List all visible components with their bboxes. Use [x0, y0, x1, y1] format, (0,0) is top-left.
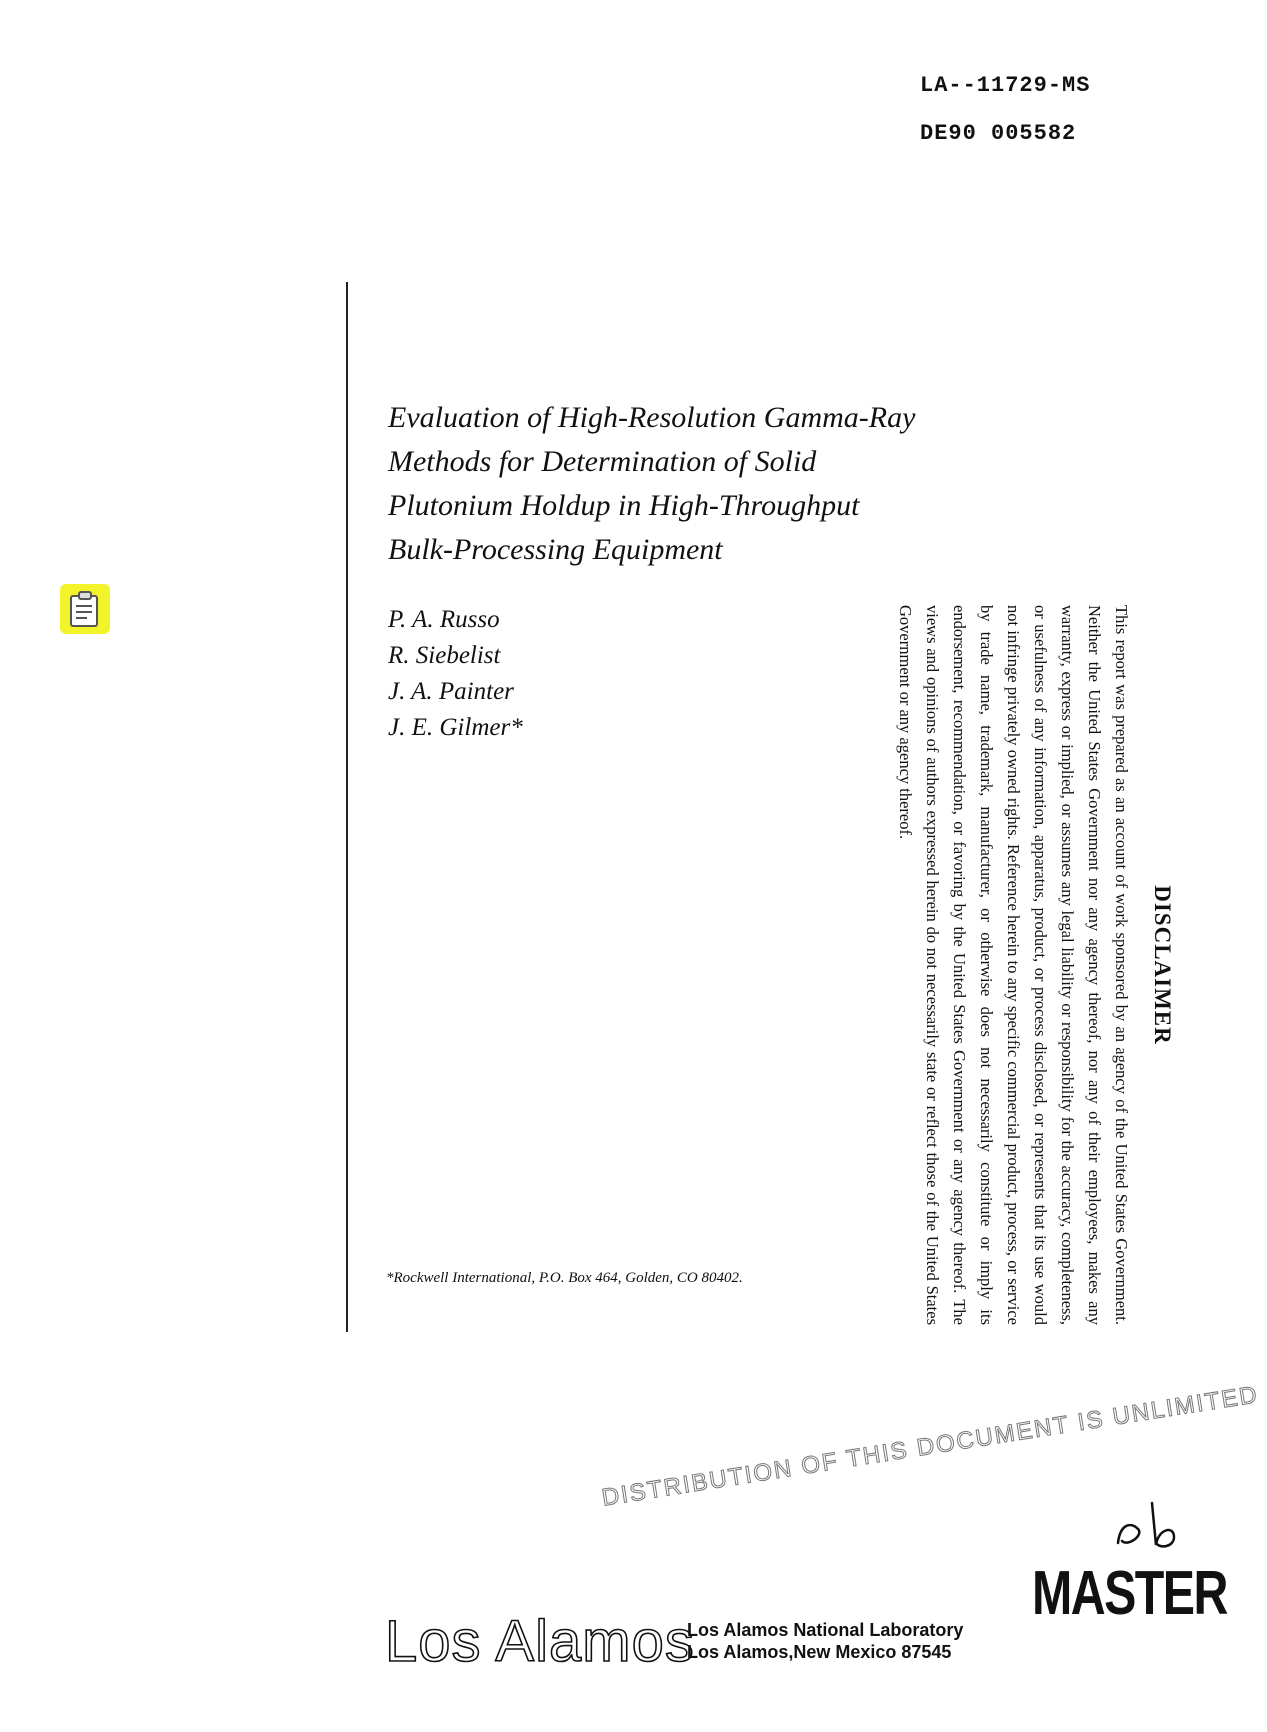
disclaimer-title: DISCLAIMER: [1150, 885, 1175, 1045]
title-line: Methods for Determination of Solid: [388, 445, 817, 478]
los-alamos-logo: Los Alamos: [385, 1609, 695, 1674]
master-stamp: MASTER: [1032, 1559, 1227, 1628]
laboratory-city: Los Alamos,New Mexico 87545: [687, 1642, 952, 1662]
note-icon[interactable]: [60, 584, 110, 634]
de-number: DE90 005582: [920, 121, 1077, 146]
report-numbers: [920, 62, 1090, 158]
report-number: LA--11729-MS: [920, 73, 1091, 98]
author: J. A. Painter: [388, 678, 514, 705]
author: R. Siebelist: [388, 642, 501, 669]
report-title: [388, 396, 948, 572]
title-line: Bulk-Processing Equipment: [388, 533, 723, 566]
author: P. A. Russo: [388, 606, 500, 633]
laboratory-name: Los Alamos National Laboratory: [687, 1620, 964, 1640]
disclaimer-body: This report was prepared as an account of work sponsored by an agency of the United States Government. Neither the United States Government nor any agency thereof, nor any of their employees, makes any warranty, express or implied, or assumes any legal liability or responsibility for the accuracy, completeness, or usefulness of any information, apparatus, product, or process disclosed, or represents that its use would not infringe privately owned rights. Reference herein to any specific commercial product, process, or service by trade name, trademark, manufacturer, or otherwise does not necessarily constitute or imply its endorsement, recommendation, or favoring by the United States Government or any agency thereof. The views and opinions of authors expressed herein do not necessarily state or reflect those of the United States Government or any agency thereof.: [896, 605, 1131, 1325]
author: J. E. Gilmer*: [388, 714, 523, 741]
affiliation-footnote: *Rockwell International, P.O. Box 464, Golden, CO 80402.: [386, 1270, 743, 1286]
margin-rule: [346, 282, 348, 1332]
laboratory-address: [687, 1619, 963, 1663]
disclaimer: [875, 605, 1175, 1325]
title-line: Plutonium Holdup in High-Throughput: [388, 489, 860, 522]
author-list: [388, 602, 523, 746]
title-line: Evaluation of High-Resolution Gamma-Ray: [388, 401, 916, 434]
distribution-stamp: DISTRIBUTION OF THIS DOCUMENT IS UNLIMITED: [600, 1381, 1261, 1512]
handwritten-mark-icon: [1108, 1495, 1188, 1560]
